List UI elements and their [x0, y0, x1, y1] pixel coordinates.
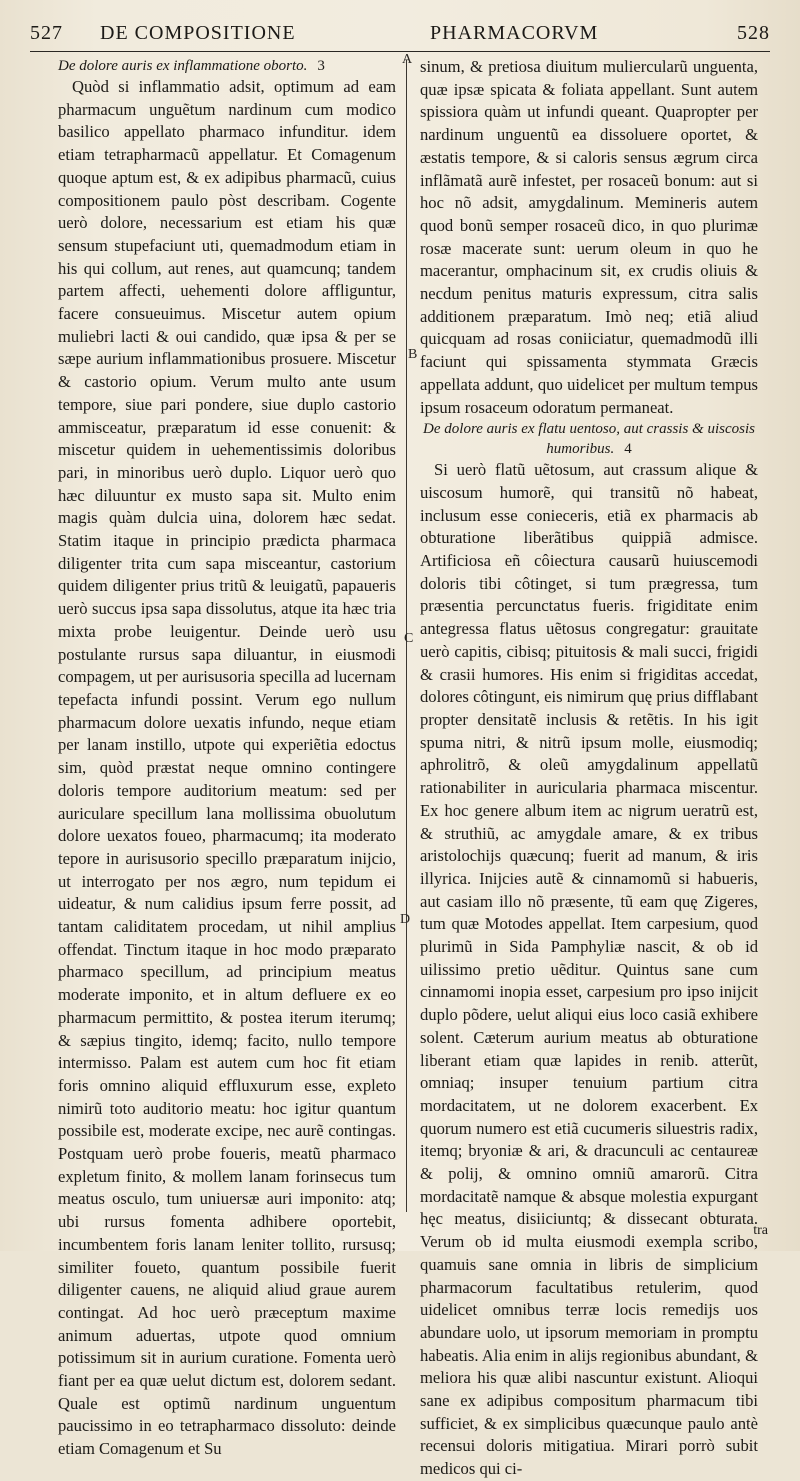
- page-header: [30, 22, 770, 50]
- left-column: [58, 56, 396, 1459]
- page-number-left: 527: [30, 22, 63, 44]
- catchword: tra: [753, 1223, 768, 1238]
- running-title-left: DE COMPOSITIONE: [100, 22, 296, 44]
- margin-letter-d: D: [400, 912, 411, 927]
- running-title-right: PHARMACORVM: [430, 22, 599, 44]
- page-number-right: 528: [737, 22, 770, 44]
- header-rule: [30, 51, 770, 52]
- section-number: 4: [624, 441, 632, 458]
- section-number: 3: [317, 58, 325, 74]
- section-heading: [420, 419, 758, 459]
- section-heading-text: De dolore auris ex inflammatione oborto.: [58, 58, 308, 74]
- margin-letter-b: B: [408, 347, 418, 362]
- margin-letter-c: C: [404, 631, 414, 646]
- margin-letter-a: A: [402, 52, 413, 67]
- body-paragraph: sinum, & pretiosa diuitum muliercularũ unguenta, quæ ipsæ spicata & foliata appellant. Sunt autem spissiora quàm ut infundi queant. Quapropter per nardinum unguentũ ea dissoluere oportet, & æstatis tempore, & si caloris sensus ægrum circa inflãmatã aurẽ infestet, per rosaceũ bonum: aut si hoc nõ adsit, amygdalinum. Memineris autem quod bonũ semper rosaceũ dico, in quo plurimæ rosæ macerate sunt: uerum oleum in quo he macerantur, omphacinum sit, ex crudis oliuis & necdum penitus maturis expressum, citra salis additionem præparatum. Imò neq; etiã aliud quicquam ad rosas coniiciatur, quemadmodũ illi faciunt qui spissamenta stymmata Græcis appellata addunt, quo uidelicet per multum tempus ipsum rosaceum odoratum permaneat.: [420, 57, 758, 417]
- section-heading-text: De dolore auris ex flatu uentoso, aut crassis & uiscosis humoribus.: [423, 421, 755, 458]
- right-column: [420, 56, 758, 1479]
- body-paragraph: Quòd si inflammatio adsit, optimum ad eam pharmacum unguẽtum nardinum cum modico basilico appellato pharmaco infunditur. idem etiam tetrapharmacũ appellatur. Et Comagenum quoque aptum est, & ex adipibus pharmacũ, cuius compositionem paulo pòst describam. Cogente uerò dolore, necessarium est etiam his quæ sensum stupefaciunt uti, quemadmodum etiam in his qui collum, aut renes, aut quamcunq; tandem partem affecti, uehementi dolore affliguntur, facere consueuimus. Miscetur autem opium muliebri lacti & oui candido, quæ ipsa & per se sæpe aurium inflammationibus prosuere. Miscetur & castorio opium. Verum multo ante usum tempore, siue pari pondere, siue duplo castorio ammisceatur, præparatum id esse conuenit: & miscetur quidem in uehementissimis doloribus pari, in minoribus uerò duplo. Liquor uerò quo hæc diluuntur ex musto sapa sit. Multo enim magis quàm dulcia uina, dolorem hæc sedat. Statim itaque in principio prædicta pharmaca diligenter trita cum sapa misceantur, castorium quidem diligenter prius tritũ & leuigatũ, papaueris uerò succus ipsa sapa dissolutus, atque ita hæc tria mixta probe leuigentur. Deinde uerò usu postulante rursus sapa diluantur, in eiusmodi compagem, ut per aurisusoria specilla ad lucernam tepefacta infundi possint. Verum ego nullum pharmacum dolore uexatis infundo, neque etiam per lanam instillo, utpote qui experiẽtia edoctus sim, quòd præstat neque omnino contingere doloris tempore auditorium meatum: sed per auriculare specillum lana mollissima obuolutum dolore uexatos foueo, pharmacumq; ita moderato tepore in aurisusorio specillo præparatum inijcio, ut interrogato per nos ægro, num tepidum ei uideatur, & num calidius ipsum ferre possit, ad tantam caliditatem procedam, ut nihil amplius offendat. Tinctum itaque in hoc modo præparato pharmaco specillum, ad principium meatus moderate imponito, et in altum defluere ex eo pharmacum permittito, & postea iterum iterumq; & sæpius tingito, idemq; facito, nullo tempore intermisso. Palam est autem cum hoc fit etiam foris omnino aliquid effluxurum esse, expleto nimirũ toto auditorio meatu: hoc igitur quantum possibile est, moderate excipe, nec aurẽ contingas. Postquam uerò probe foueris, meatũ pharmaco expletum finito, & mollem lanam forinsecus tum meatus osculo, tum uniuersæ auri imponito: atq; ubi rursus fomenta adhibere oportebit, incumbentem foris lanam leniter tollito, rursusq; similiter foueto, quantum possibile fuerit diligenter cauens, ne aliquid aliud graue aurem contingat. Ad hoc uerò præceptum maxime animum aduertas, utpote quod omnium potissimum sit in aurium curatione. Fomenta uerò fiant per ea quæ uelut dictum est, dolorem sedant. Quale est optimũ nardinum unguentum paucissimo in eo tetrapharmaco dissoluto: deinde etiam Comagenum et Su: [58, 77, 396, 1459]
- section-heading: [58, 56, 396, 76]
- body-paragraph: Si uerò flatũ uẽtosum, aut crassum alique & uiscosum humorẽ, qui transitũ nõ habeat, inclusum esse conieceris, etiã ex pharmacis ab obturatione liberãtibus quippiã admisce. Artificiosa eñ côiectura causarũ huiuscemodi doloris tibi côtinget, si tum prægressa, tum præsentia percunctatus fueris. frigiditate enim antegressa flatus uẽtosus congregatur: grauitate uerò capitis, cibisq; pituitosis & mali succi, frigidi & crasii humores. His enim si frigiditas accedat, dolores côtingunt, eis nimirum quę prius difflabant propter densitatẽ inclusis & retẽtis. In his igit spuma nitri, & nitrũ ipsum molle, eiusmodiq; aphrolitrõ, & oleũ amygdalinum appellatũ rationabiliter in auricularia pharmaca miscentur. Ex hoc genere album item ac nigrum ueratrũ est, & struthiũ, ac amygdale amare, & ex tribus aristolochijs quæcunq; fuerit ad manum, & iris illyrica. Inijcies autẽ & cinnamomũ si habueris, aut casiam illo nõ præsente, tũ eam quę Zigeres, tum quæ Motodes appellat. Item carpesium, quod plurimũ in Sida Pamphyliæ nascit, & ob id uilissimo pretio uẽditur. Quintus sane cum cinnamomi inopia esset, carpesium pro ipso inijcit duplo põdere, uelut aliqui eius loco casiã exhibere solent. Cæterum aurium meatus ab obturatione liberant etiam quæ lapides in renib. atterũt, omniaq; insuper tenuium partium citra mordacitatem, ut ne dolorem exacerbent. Ex quorum numero est etiã cucumeris siluestris radix, itemq; bryoniæ & ari, & dracunculi ac centaureæ & polij, & omnino omniũ amarorũ. Citra mordacitatẽ namque & absque molestia expurgant hęc meatus, disiiciuntq; & dissecant obturata. Verum ob id multa eiusmodi exempla scribo, quamuis sane omnia in libris de simplicium pharmacorum facultatibus retulerim, quod uidelicet omnibus terræ locis remedijs uos abundare uolo, ut ipsorum memoriam in promptu habeatis. Alia enim in alijs regionibus abundant, & meliora his quæ alibi nascuntur existunt. Alioqui sane ex adipibus compositum pharmacum tibi sufficiet, & ex simplicibus quæcunque paulo antè recensui doloris mitigatiua. Mirari porrò subit medicos qui ci-: [420, 460, 758, 1479]
